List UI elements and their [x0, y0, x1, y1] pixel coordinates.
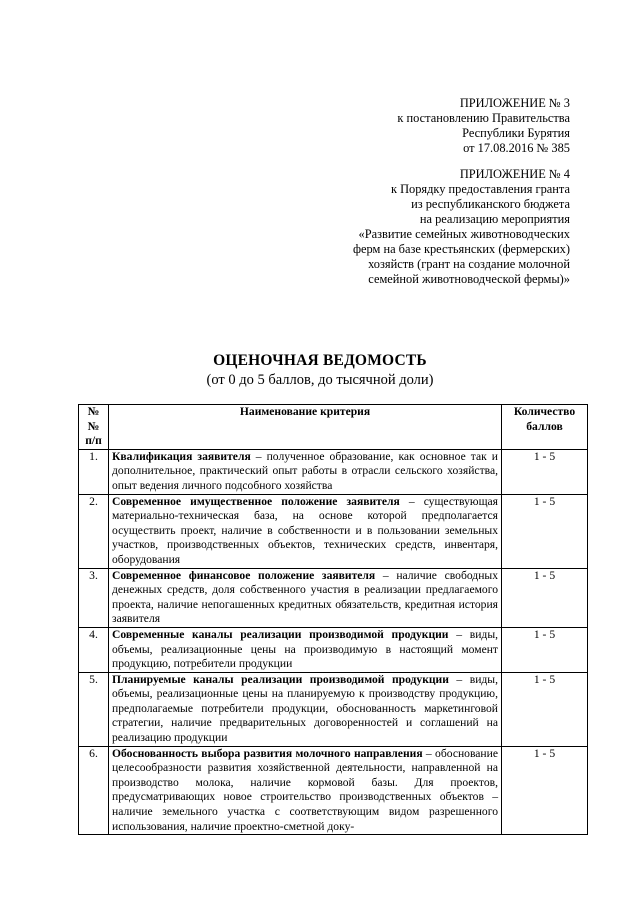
- appendix-4-line: семейной животноводческой фермы)»: [368, 272, 570, 286]
- row-number: 5.: [79, 672, 109, 746]
- row-score: 1 - 5: [502, 494, 588, 568]
- appendix-4-line: ПРИЛОЖЕНИЕ № 4: [459, 167, 570, 181]
- table-header-row: [79, 405, 588, 450]
- table-row: [79, 746, 588, 835]
- row-number: 6.: [79, 746, 109, 835]
- table-row: [79, 672, 588, 746]
- header-number: [79, 405, 109, 450]
- row-criterion: [109, 746, 502, 835]
- header-criterion: Наименование критерия: [109, 405, 502, 450]
- row-criterion: [109, 568, 502, 627]
- criterion-title: Планируемые каналы реализации производимой продукции: [112, 672, 449, 686]
- header-number-line2: п/п: [85, 434, 102, 448]
- criterion-description: – существующая материально-техническая база, на основе которой предполагается осуществить проект, наличие в собственности и в пользовании земельных участков, производственных объектов, технических средств, инвентаря, оборудования: [112, 494, 498, 566]
- table-row: [79, 494, 588, 568]
- row-score: 1 - 5: [502, 746, 588, 835]
- row-score: 1 - 5: [502, 627, 588, 672]
- row-number: 1.: [79, 449, 109, 494]
- criterion-title: Современное финансовое положение заявителя: [112, 568, 376, 582]
- appendix-4-line: «Развитие семейных животноводческих: [358, 227, 570, 241]
- criterion-description: – наличие свободных денежных средств, доля собственного участия в реализации предлагаемого проекта, наличие непогашенных кредитных обязательств, кредитная история заявителя: [112, 568, 498, 626]
- criterion-title: Современное имущественное положение заявителя: [112, 494, 400, 508]
- row-score: 1 - 5: [502, 672, 588, 746]
- criterion-description: – виды, объемы, реализационные цены на планируемую к производству продукцию, предполагаемые потребители продукции, обоснованность маркетинговой стратегии, наличие предварительных договоренностей и соглашений на реализацию продукции: [112, 672, 498, 745]
- table-row: [79, 449, 588, 494]
- appendix-3-line: от 17.08.2016 № 385: [463, 141, 570, 155]
- appendix-3-line: к постановлению Правительства: [397, 111, 570, 125]
- row-number: 2.: [79, 494, 109, 568]
- table-row: [79, 627, 588, 672]
- appendix-3-line: ПРИЛОЖЕНИЕ № 3: [459, 96, 570, 110]
- table-row: [79, 568, 588, 627]
- criterion-description: – обоснование целесообразности развития хозяйственной деятельности, направленной на производство молока, наличие кормовой базы. Для проектов, предусматривающих новое строительство производственных объектов – наличие земельного участка с соответствующим видом разрешенного использования, наличие проектно-сметной доку-: [112, 746, 498, 833]
- criterion-title: Современные каналы реализации производимой продукции: [112, 627, 449, 641]
- criterion-title: Обоснованность выбора развития молочного направления: [112, 746, 423, 760]
- appendix-4-line: ферм на базе крестьянских (фермерских): [352, 242, 570, 256]
- header-score-line1: Количество: [513, 405, 576, 418]
- row-number: 4.: [79, 627, 109, 672]
- row-criterion: [109, 672, 502, 746]
- evaluation-table: [78, 404, 588, 835]
- row-criterion: [109, 449, 502, 494]
- appendix-4-line: к Порядку предоставления гранта: [390, 182, 570, 196]
- header-score-line2: баллов: [526, 419, 563, 433]
- row-score: 1 - 5: [502, 449, 588, 494]
- document-title: ОЦЕНОЧНАЯ ВЕДОМОСТЬ: [213, 352, 427, 369]
- row-score: 1 - 5: [502, 568, 588, 627]
- criterion-description: – полученное образование, как основное так и дополнительное, практический опыт работы в отрасли сельского хозяйства, опыт ведения личного подсобного хозяйства: [112, 449, 498, 492]
- appendix-3-line: Республики Бурятия: [462, 126, 570, 140]
- appendix-4-line: из республиканского бюджета: [411, 197, 570, 211]
- appendix-4-line: хозяйств (грант на создание молочной: [368, 257, 570, 271]
- appendix-3-heading: [397, 96, 570, 156]
- appendix-4-line: на реализацию мероприятия: [419, 212, 570, 226]
- header-score: [502, 405, 588, 450]
- criterion-description: – виды, объемы, реализационные цены на производимую в настоящий момент продукцию, потребители продукции: [112, 627, 499, 671]
- row-criterion: [109, 494, 502, 568]
- header-number-line1: №№: [87, 405, 100, 433]
- document-subtitle: (от 0 до 5 баллов, до тысячной доли): [206, 372, 434, 388]
- criterion-title: Квалификация заявителя: [112, 449, 251, 463]
- row-number: 3.: [79, 568, 109, 627]
- appendix-4-heading: [353, 167, 570, 287]
- row-criterion: [109, 627, 502, 672]
